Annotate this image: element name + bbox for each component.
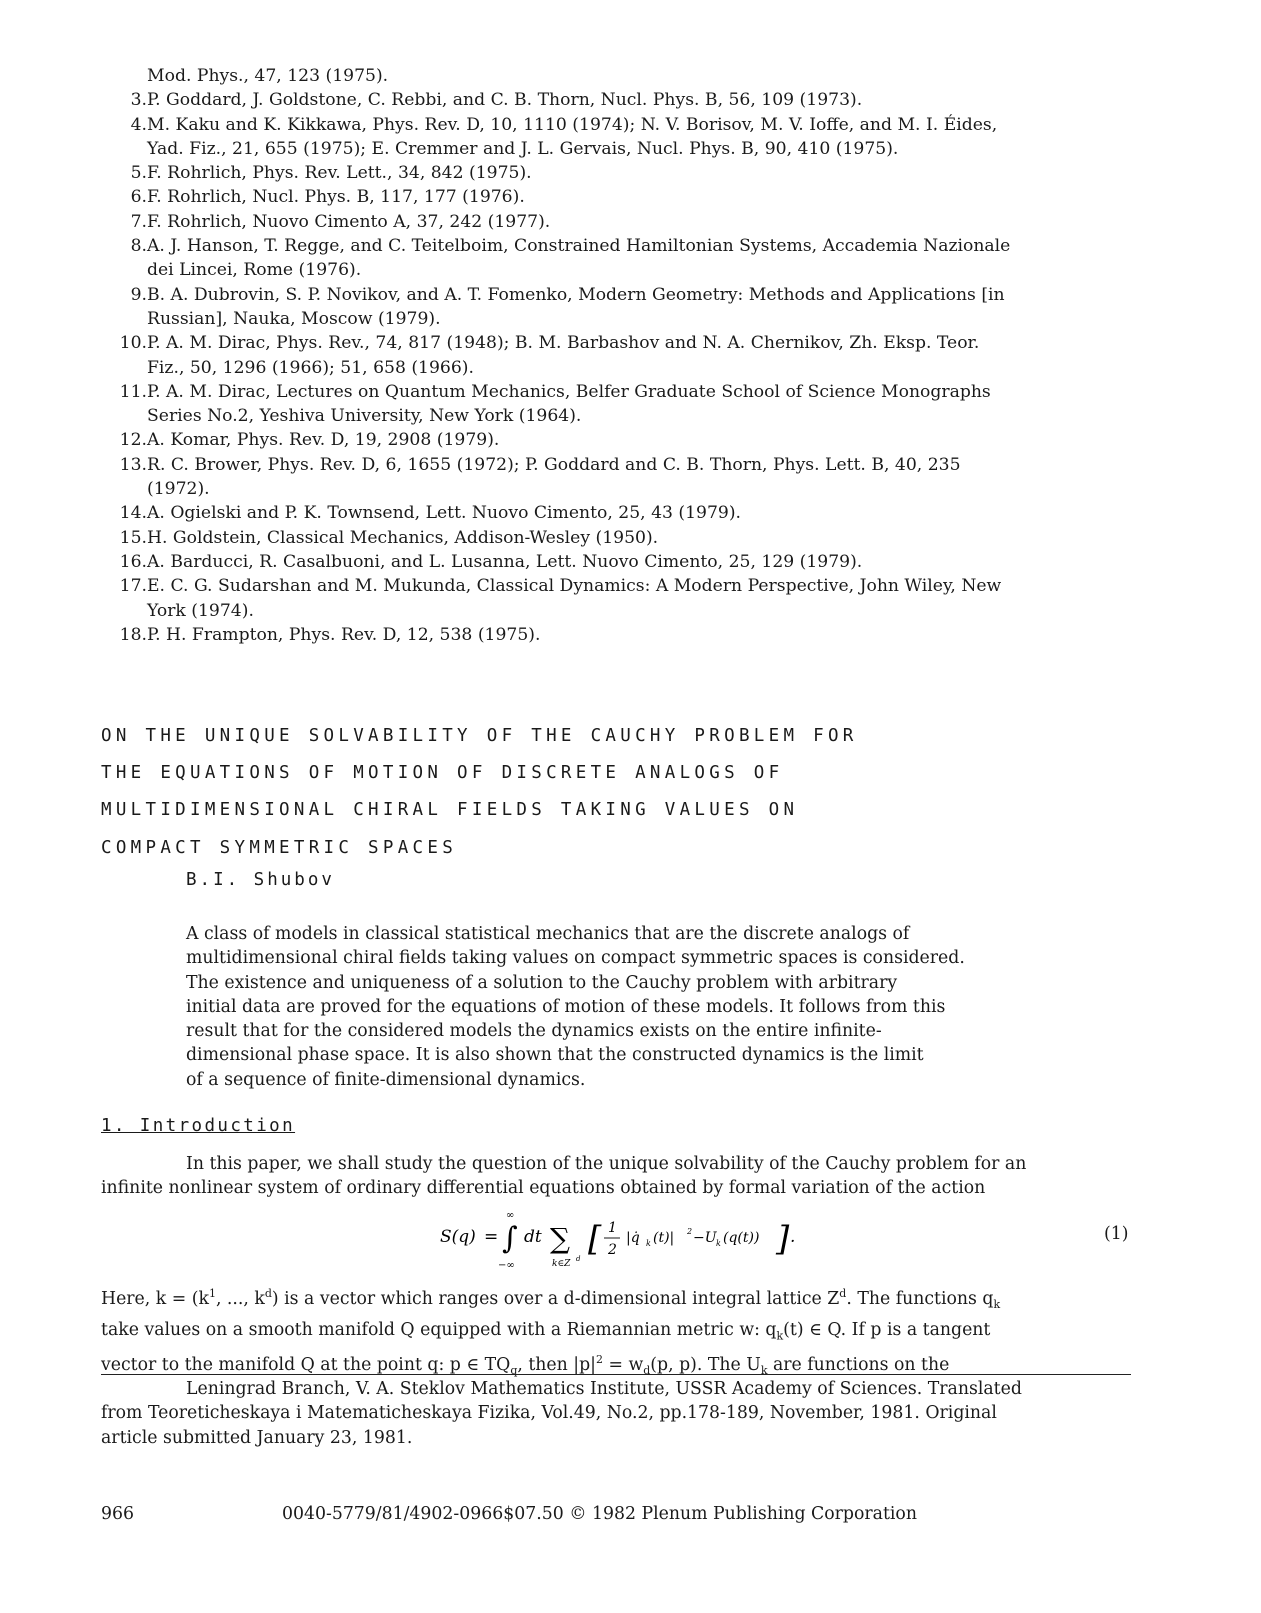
reference-text: Yad. Fiz., 21, 655 (1975); E. Cremmer and J. L. Gervais, Nucl. Phys. B, 90, 410 (1975). xyxy=(147,138,899,159)
abstract-line: A class of models in classical statistical mechanics that are the discrete analogs of xyxy=(186,924,910,944)
abstract-line: initial data are proved for the equations of motion of these models. It follows from this xyxy=(186,996,946,1017)
abstract-line: dimensional phase space. It is also shown that the constructed dynamics is the limit xyxy=(186,1045,924,1066)
references-list xyxy=(101,64,1161,647)
eq-body-d: (q(t)) xyxy=(723,1230,760,1246)
footnote-divider xyxy=(101,1374,1131,1375)
right-bracket: ] xyxy=(776,1219,790,1259)
post-equation-paragraph xyxy=(101,1282,1131,1384)
abstract-line: The existence and uniqueness of a solution to the Cauchy problem with arbitrary xyxy=(186,972,898,993)
reference-text: H. Goldstein, Classical Mechanics, Addison-Wesley (1950). xyxy=(147,527,659,548)
equation-number: (1) xyxy=(1104,1224,1129,1244)
eq-body-c: −U xyxy=(693,1230,717,1246)
abstract-line: multidimensional chiral fields taking values on compact symmetric spaces is considered. xyxy=(186,948,965,969)
reference-item xyxy=(101,88,1161,112)
abstract-line: of a sequence of finite-dimensional dynamics. xyxy=(186,1069,586,1090)
eq-body-a: |q̇ xyxy=(626,1230,640,1246)
reference-number: 10. xyxy=(119,333,147,354)
reference-number: 15. xyxy=(119,527,147,548)
eq-dt: dt xyxy=(524,1227,542,1247)
footnote xyxy=(101,1377,1131,1450)
reference-text: A. Barducci, R. Casalbuoni, and L. Lusanna, Lett. Nuovo Cimento, 25, 129 (1979). xyxy=(147,551,863,572)
reference-text: P. A. M. Dirac, Lectures on Quantum Mechanics, Belfer Graduate School of Science Monographs xyxy=(147,381,991,402)
reference-text: R. C. Brower, Phys. Rev. D, 6, 1655 (1972); P. Goddard and C. B. Thorn, Phys. Lett. B, 40, 235 xyxy=(147,454,961,475)
reference-item xyxy=(101,64,1161,88)
intro-paragraph xyxy=(101,1152,1131,1201)
integral-sign: ∫ xyxy=(502,1221,518,1256)
reference-text: F. Rohrlich, Nucl. Phys. B, 117, 177 (1976). xyxy=(147,187,525,208)
article-title xyxy=(101,718,1001,867)
reference-number: 7. xyxy=(130,211,147,232)
reference-item xyxy=(101,113,1161,137)
left-bracket: [ xyxy=(588,1219,602,1259)
eq-body-b: (t)| xyxy=(653,1230,675,1246)
text-line: take values on a smooth manifold Q equipped with a Riemannian metric w: $q_k(t)$ ∈ Q. If p is a tangent xyxy=(101,1319,991,1342)
reference-text: E. C. G. Sudarshan and M. Mukunda, Classical Dynamics: A Modern Perspective, John Wiley, New xyxy=(147,576,1002,597)
abstract xyxy=(186,922,1046,1092)
eq-period: . xyxy=(790,1227,796,1247)
reference-continuation xyxy=(101,258,1161,282)
reference-text: A. Ogielski and P. K. Townsend, Lett. Nuovo Cimento, 25, 43 (1979). xyxy=(147,503,742,524)
reference-item xyxy=(101,526,1161,550)
reference-text: P. A. M. Dirac, Phys. Rev., 74, 817 (1948); B. M. Barbashov and N. A. Chernikov, Zh. Eksp. Teor. xyxy=(147,333,980,354)
reference-number: 14. xyxy=(119,503,147,524)
reference-text: Series No.2, Yeshiva University, New York (1964). xyxy=(147,406,582,427)
reference-text: A. Komar, Phys. Rev. D, 19, 2908 (1979). xyxy=(147,430,500,451)
eq-sum-sub: k∈Z xyxy=(552,1259,571,1269)
eq-k-sub: k xyxy=(646,1239,651,1248)
reference-text: dei Lincei, Rome (1976). xyxy=(147,260,362,281)
reference-item xyxy=(101,623,1161,647)
footnote-line: Leningrad Branch, V. A. Steklov Mathematics Institute, USSR Academy of Sciences. Translated xyxy=(186,1379,1022,1399)
reference-text: Mod. Phys., 47, 123 (1975). xyxy=(147,66,389,86)
eq-sum-sub-sup: d xyxy=(576,1255,581,1263)
reference-item xyxy=(101,428,1161,452)
reference-continuation xyxy=(101,599,1161,623)
reference-text: York (1974). xyxy=(147,600,254,621)
reference-number: 5. xyxy=(130,163,147,184)
reference-item xyxy=(101,185,1161,209)
intro-line: infinite nonlinear system of ordinary differential equations obtained by formal variation of the action xyxy=(101,1178,986,1199)
reference-number: 16. xyxy=(119,551,147,572)
reference-text: Russian], Nauka, Moscow (1979). xyxy=(147,308,441,329)
reference-continuation xyxy=(101,356,1161,380)
intro-line: In this paper, we shall study the question of the unique solvability of the Cauchy problem for an xyxy=(186,1154,1027,1174)
eq-upper-limit: ∞ xyxy=(506,1210,515,1221)
reference-continuation xyxy=(101,137,1161,161)
copyright-line: 0040-5779/81/4902-0966$07.50 © 1982 Plenum Publishing Corporation xyxy=(282,1504,917,1524)
page-number: 966 xyxy=(101,1504,134,1524)
reference-number: 18. xyxy=(119,624,147,645)
eq-equals: = xyxy=(484,1227,499,1247)
abstract-line: result that for the considered models the dynamics exists on the entire infinite- xyxy=(186,1021,882,1042)
reference-item xyxy=(101,550,1161,574)
equation-1 xyxy=(440,1210,800,1283)
reference-item xyxy=(101,380,1161,404)
author: B.I. Shubov xyxy=(186,870,335,890)
footnote-line: from Teoreticheskaya i Matematicheskaya Fizika, Vol.49, No.2, pp.178-189, November, 1981. Original xyxy=(101,1403,997,1424)
reference-continuation xyxy=(101,307,1161,331)
reference-number: 13. xyxy=(119,454,147,475)
text-line: vector to the manifold Q at the point q: p ∈ $TQ_q$, then $|p|^2 = w_d(p$, p). The $U_k$ are functions on the xyxy=(101,1353,950,1378)
reference-item xyxy=(101,501,1161,525)
reference-text: P. Goddard, J. Goldstone, C. Rebbi, and C. B. Thorn, Nucl. Phys. B, 56, 109 (1973). xyxy=(147,90,863,111)
title-line: MULTIDIMENSIONAL CHIRAL FIELDS TAKING VALUES ON xyxy=(101,800,799,821)
reference-text: M. Kaku and K. Kikkawa, Phys. Rev. D, 10, 1110 (1974); N. V. Borisov, M. V. Ioffe, and M. I. Éides, xyxy=(147,114,998,135)
reference-number: 17. xyxy=(119,576,147,597)
reference-number: 4. xyxy=(130,114,147,135)
reference-number: 11. xyxy=(119,381,147,402)
reference-continuation xyxy=(101,404,1161,428)
title-line: THE EQUATIONS OF MOTION OF DISCRETE ANALOGS OF xyxy=(101,763,784,784)
eq-square: 2 xyxy=(687,1227,693,1236)
reference-number: 9. xyxy=(130,284,147,305)
reference-number: 8. xyxy=(130,236,147,257)
eq-lhs: S(q) xyxy=(440,1227,476,1247)
reference-number xyxy=(101,64,147,88)
section-heading: 1. Introduction xyxy=(101,1116,296,1136)
reference-continuation xyxy=(101,477,1161,501)
footnote-line: article submitted January 23, 1981. xyxy=(101,1427,413,1448)
reference-number: 3. xyxy=(130,90,147,111)
reference-item xyxy=(101,453,1161,477)
reference-item xyxy=(101,574,1161,598)
equation-graphic xyxy=(440,1210,800,1278)
reference-number: 6. xyxy=(130,187,147,208)
eq-half-num: 1 xyxy=(608,1220,617,1236)
eq-half-den: 2 xyxy=(608,1242,617,1258)
reference-text: P. H. Frampton, Phys. Rev. D, 12, 538 (1975). xyxy=(147,624,541,645)
reference-text: Fiz., 50, 1296 (1966); 51, 658 (1966). xyxy=(147,357,474,378)
reference-number: 12. xyxy=(119,430,147,451)
reference-text: F. Rohrlich, Nuovo Cimento A, 37, 242 (1977). xyxy=(147,211,551,232)
reference-text: F. Rohrlich, Phys. Rev. Lett., 34, 842 (1975). xyxy=(147,163,532,184)
reference-item xyxy=(101,161,1161,185)
title-line: ON THE UNIQUE SOLVABILITY OF THE CAUCHY PROBLEM FOR xyxy=(101,726,858,746)
reference-item xyxy=(101,283,1161,307)
reference-text: (1972). xyxy=(147,479,210,500)
reference-text: B. A. Dubrovin, S. P. Novikov, and A. T. Fomenko, Modern Geometry: Methods and Applications [in xyxy=(147,284,1005,305)
reference-item xyxy=(101,234,1161,258)
title-line: COMPACT SYMMETRIC SPACES xyxy=(101,837,458,858)
reference-text: A. J. Hanson, T. Regge, and C. Teitelboim, Constrained Hamiltonian Systems, Accademia Nazionale xyxy=(147,236,1011,257)
text-line: Here, $k = (k^1$, ..., $k^d$) is a vector which ranges over a d-dimensional integral lattice $Z^d$. The functions $q_k$ xyxy=(101,1287,1001,1312)
sum-sign: ∑ xyxy=(550,1222,570,1255)
reference-item xyxy=(101,331,1161,355)
eq-k-sub-2: k xyxy=(716,1239,721,1248)
eq-lower-limit: −∞ xyxy=(498,1260,515,1271)
reference-item xyxy=(101,210,1161,234)
